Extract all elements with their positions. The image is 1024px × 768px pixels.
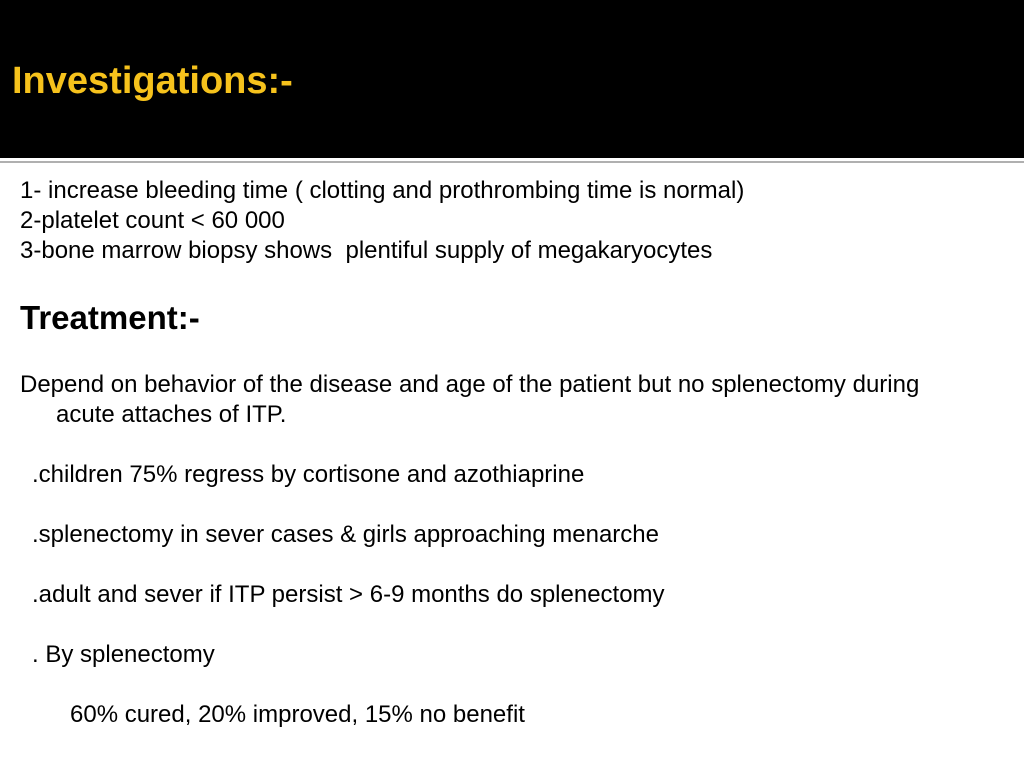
splenectomy-outcome: 60% cured, 20% improved, 15% no benefit: [70, 701, 525, 728]
investigation-item-3: 3-bone marrow biopsy shows plentiful supply of megakaryocytes: [20, 237, 713, 264]
treatment-paragraph: Depend on behavior of the disease and age of the patient but no splenectomy during acute attaches of ITP.: [20, 371, 920, 428]
slide-title: Investigations:-: [12, 60, 293, 102]
treatment-point-splenectomy-severe: .splenectomy in sever cases & girls approaching menarche: [32, 521, 659, 548]
investigation-item-1: 1- increase bleeding time ( clotting and prothrombing time is normal): [20, 177, 745, 204]
treatment-point-by-splenectomy: . By splenectomy: [32, 641, 215, 668]
treatment-point-adult: .adult and sever if ITP persist > 6-9 months do splenectomy: [32, 581, 665, 608]
divider-line: [0, 161, 1024, 163]
investigation-item-2: 2-platelet count < 60 000: [20, 207, 285, 234]
treatment-point-children: .children 75% regress by cortisone and azothiaprine: [32, 461, 585, 488]
investigations-list: [20, 176, 1010, 266]
treatment-heading: Treatment:-: [20, 299, 200, 336]
title-bar: [0, 0, 1024, 158]
